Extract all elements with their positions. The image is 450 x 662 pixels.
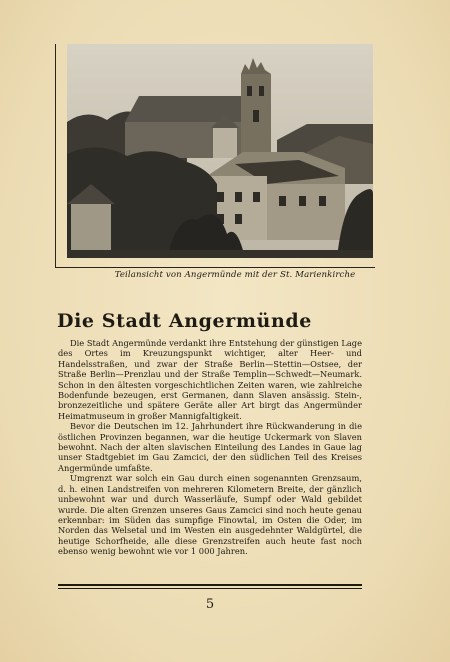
photo-frame-horizontal-rule bbox=[55, 267, 375, 268]
article-title: Die Stadt Angermünde bbox=[57, 310, 312, 332]
article-body bbox=[58, 338, 362, 557]
photo-town-view bbox=[67, 44, 373, 258]
paragraph-2: Bevor die Deutschen im 12. Jahrhundert ihre Rückwanderung in die östlichen Provinzen begannen, war die heutige Uckermark von Slaven bewohnt. Nach der alten slavischen Einteilung des Landes in Gaue lag unser Stadtgebiet im Gau Zamcici, der den südlichen Teil des Kreises Angermünde umfaßte. bbox=[58, 421, 362, 473]
photo-frame-vertical-rule bbox=[55, 44, 56, 268]
paragraph-1: Die Stadt Angermünde verdankt ihre Entstehung der günstigen Lage des Ortes im Kreuzungspunkt wichtiger, alter Heer- und Handelsstraßen, und zwar der Straße Berlin—Stettin—Ostsee, der Straße Berlin—Prenzlau und der Straße Templin—Schwedt—Neumark. Schon in den ältesten vorgeschichtlichen Zeiten waren, wie zahlreiche Bodenfunde bezeugen, erst Germanen, dann Slaven ansässig. Stein-, bronzezeitliche und spätere Geräte aller Art birgt das Angermünder Heimatmuseum in großer Mannigfaltigkeit. bbox=[58, 338, 362, 421]
photo-caption: Teilansicht von Angermünde mit der St. Marienkirche bbox=[114, 270, 356, 280]
footer-rule-thick bbox=[58, 584, 362, 586]
footer-rule-thin bbox=[58, 588, 362, 589]
paragraph-3: Umgrenzt war solch ein Gau durch einen sogenannten Grenzsaum, d. h. einen Landstreifen von mehreren Kilometern Breite, der gänzlich unbewohnt war und durch Wasserläufe, Sumpf oder Wald gebildet wurde. Die alten Grenzen unseres Gaus Zamcici sind noch heute genau erkennbar: im Süden das sumpfige Finowtal, im Osten die Oder, im Norden das Welsetal und im Westen ein ausgedehnter Waldgürtel, die heutige Schorfheide, alle diese Grenzstreifen auch heute fast noch ebenso wenig bewohnt wie vor 1 000 Jahren. bbox=[58, 473, 362, 557]
page-number: 5 bbox=[205, 597, 215, 612]
